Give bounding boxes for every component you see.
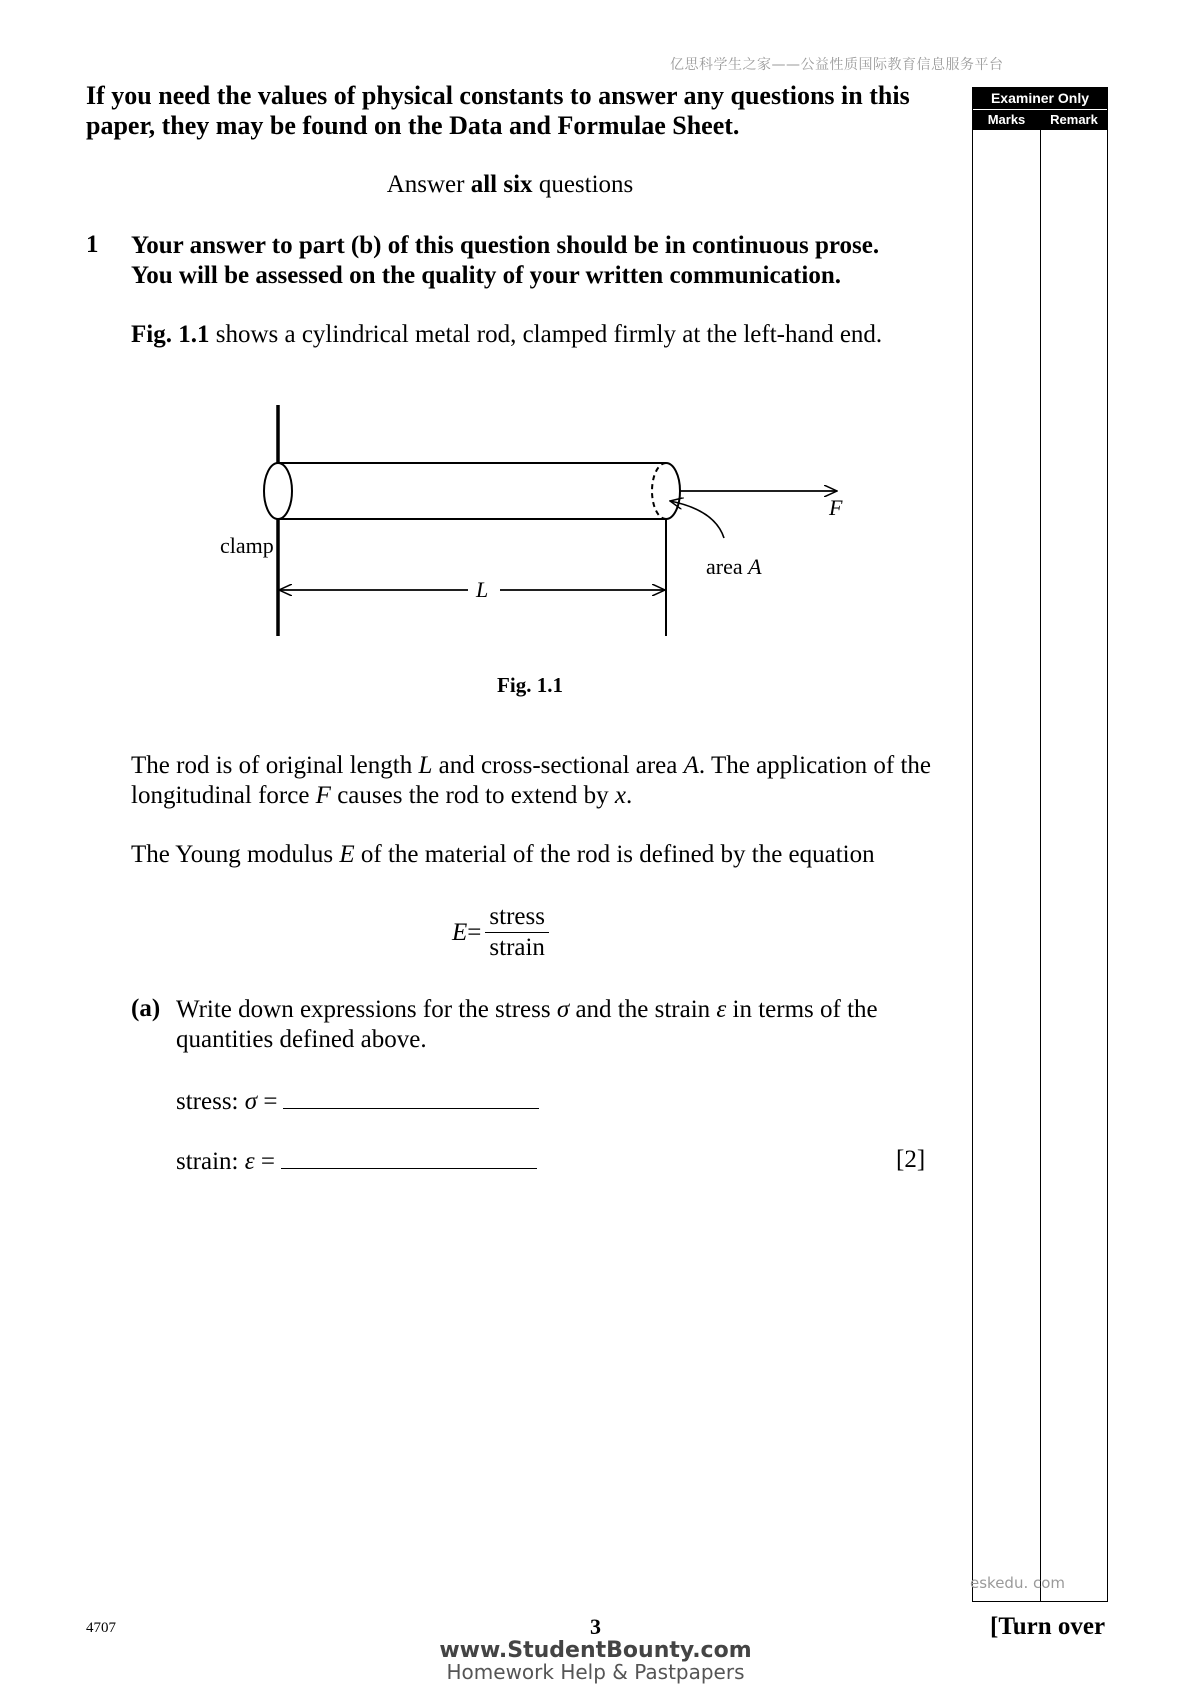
strain-answer-blank[interactable]: [281, 1146, 537, 1169]
answer-all-instruction: Answer all six questions: [386, 171, 634, 198]
watermark-top: 亿思科学生之家——公益性质国际教育信息服务平台: [670, 57, 1004, 73]
remark-column-header: Remark: [1041, 110, 1107, 130]
label-force: F: [829, 495, 843, 520]
marks-column-header: Marks: [973, 110, 1040, 130]
rod-diagram: [200, 395, 843, 625]
studentbounty-tagline: Homework Help & Pastpapers: [446, 1660, 745, 1684]
figure-description: Fig. 1.1 shows a cylindrical metal rod, clamped firmly at the left-hand end.: [131, 321, 883, 348]
examiner-only-header: Examiner Only: [973, 88, 1107, 109]
question-instruction: Your answer to part (b) of this question should be in continuous prose. You will be assessed on the quality of your written communication.: [131, 232, 880, 289]
intro-text: If you need the values of physical constants to answer any questions in this paper, they may be found on the Data and Formulae Sheet.: [86, 81, 910, 140]
page-number: 3: [590, 1614, 601, 1639]
stress-answer-blank[interactable]: [283, 1086, 539, 1109]
label-clamp: clamp: [220, 533, 274, 558]
label-area: area A: [706, 554, 762, 579]
paper-code: 4707: [86, 1620, 116, 1636]
paragraph-rod-definition: The rod is of original length L and cross-sectional area A. The application of the longitudinal force F causes the rod to extend by x.: [131, 752, 932, 809]
rod-right-end: [666, 463, 680, 519]
label-length: L: [476, 577, 489, 602]
column-divider: [1040, 110, 1041, 1601]
rod-left-end: [264, 463, 292, 519]
part-a-question: Write down expressions for the stress σ and the strain ε in terms of the quantities defined above.: [176, 996, 878, 1053]
young-modulus-formula: E = $\frac{\text{stress}}{\text{strain}}$: [452, 903, 549, 962]
examiner-only-box: [972, 87, 1108, 1602]
watermark-bottom: eskedu. com: [970, 1574, 1066, 1592]
question-number: 1: [86, 231, 99, 258]
turn-over-label: [Turn over: [990, 1613, 1106, 1640]
part-a-label: (a): [131, 995, 161, 1022]
studentbounty-site: www.StudentBounty.com: [439, 1638, 752, 1663]
marks-allocation: [2]: [896, 1146, 926, 1173]
strain-answer-line: strain: ε =: [176, 1146, 537, 1176]
figure-caption: Fig. 1.1: [497, 673, 563, 697]
stress-answer-line: stress: σ =: [176, 1086, 539, 1116]
paragraph-young-modulus: The Young modulus E of the material of the rod is defined by the equation: [131, 841, 875, 868]
